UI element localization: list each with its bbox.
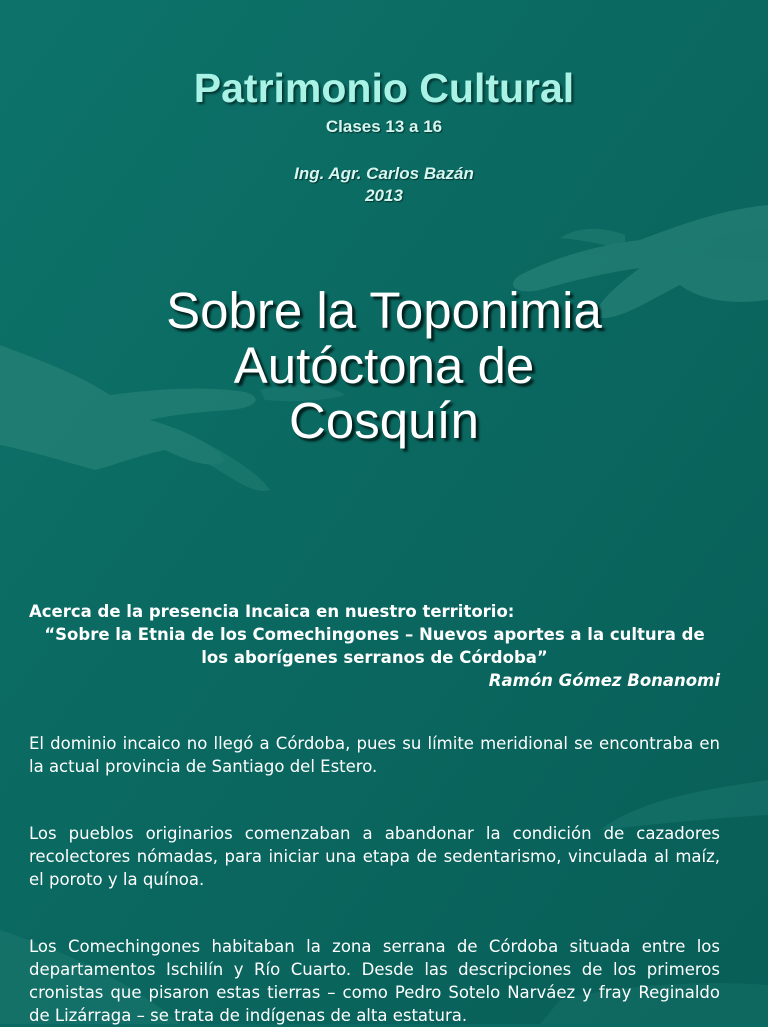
main-title-line-3: Cosquín [289, 392, 479, 449]
main-title-line-2: Autóctona de [233, 337, 535, 394]
paragraph-1: El dominio incaico no llegó a Córdoba, pues su límite meridional se encontraba en la actual provincia de Santiago del Estero. [29, 734, 720, 776]
reference-quote: “Sobre la Etnia de los Comechingones – Nuevos aportes a la cultura de los aborígenes serranos de Córdoba” [44, 625, 705, 667]
reference-heading: Acerca de la presencia Incaica en nuestro territorio: [29, 602, 515, 621]
slide-header [0, 62, 768, 207]
slide-title: Patrimonio Cultural [193, 65, 575, 111]
slide-year: 2013 [365, 186, 403, 205]
slide-subtitle: Clases 13 a 16 [325, 117, 443, 136]
main-title [0, 283, 768, 448]
paragraph-3: Los Comechingones habitaban la zona serrana de Córdoba situada entre los departamentos Ischilín y Río Cuarto. Desde las descripciones de los primeros cronistas que pisaron estas tierras – como Pedro Sotelo Narváez y fray Reginaldo de Lizárraga – se trata de indígenas de alta estatura. [29, 937, 720, 1025]
paragraph-2: Los pueblos originarios comenzaban a abandonar la condición de cazadores recolectores nómadas, para iniciar una etapa de sedentarismo, vinculada al maíz, el poroto y la quínoa. [29, 824, 720, 889]
slide-author: Ing. Agr. Carlos Bazán [294, 164, 474, 183]
body-text [29, 600, 720, 1027]
reference-author: Ramón Gómez Bonanomi [488, 671, 720, 690]
main-title-line-1: Sobre la Toponimia [166, 282, 602, 339]
